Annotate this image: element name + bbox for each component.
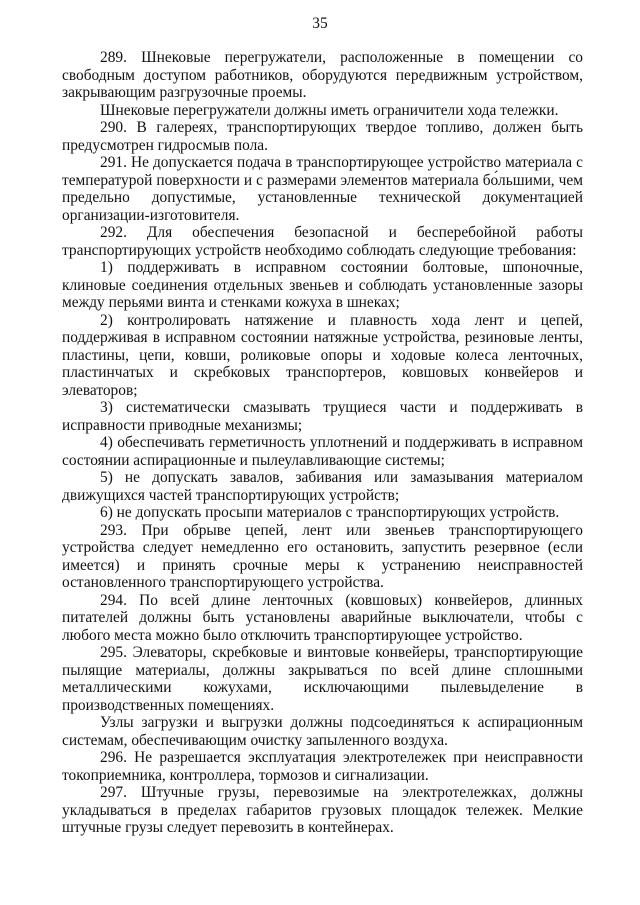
- paragraph-296: 296. Не разрешается эксплуатация электротележек при неисправности токоприемника, контроллера, тормозов и сигнализации.: [62, 749, 583, 784]
- paragraph-295: 295. Элеваторы, скребковые и винтовые конвейеры, транспортирующие пылящие материалы, должны закрываться по всей длине сплошными металлическими кожухами, исключающими пылевыделение в производственных помещениях.: [62, 644, 583, 714]
- page-number: 35: [312, 15, 328, 32]
- list-item-1: 1) поддерживать в исправном состоянии болтовые, шпоночные, клиновые соединения отдельных звеньев и соблюдать установленные зазоры между перьями винта и стенками кожуха в шнеках;: [62, 259, 583, 311]
- paragraph-290: 290. В галереях, транспортирующих твердое топливо, должен быть предусмотрен гидросмыв пола.: [62, 119, 583, 154]
- paragraph-293: 293. При обрыве цепей, лент или звеньев транспортирующего устройства следует немедленно его остановить, запустить резервное (если имеется) и принять срочные меры к устранению неисправностей остановленного транспортирующего устройства.: [62, 521, 583, 591]
- paragraph-289-note: Шнековые перегружатели должны иметь ограничители хода тележки.: [100, 101, 559, 119]
- paragraph-291: 291. Не допускается подача в транспортирующее устройство материала с температурой поверхности и с размерами элементов материала бо́льшими, чем предельно допустимые, установленные технической документацией организации-изготовителя.: [62, 154, 583, 224]
- list-item-5: 5) не допускать завалов, забивания или замазывания материалом движущихся частей транспортирующих устройств;: [62, 469, 583, 504]
- list-item-2: 2) контролировать натяжение и плавность хода лент и цепей, поддерживая в исправном состоянии натяжные устройства, резиновые ленты, пластины, цепи, ковши, роликовые опоры и ходовые колеса ленточных, пластинчатых и скребковых транспортеров, ковшовых конвейеров и элеваторов;: [62, 311, 583, 399]
- list-item-6: 6) не допускать просыпи материалов с транспортирующих устройств.: [100, 504, 560, 521]
- list-item-4: 4) обеспечивать герметичность уплотнений и поддерживать в исправном состоянии аспирационные и пылеулавливающие системы;: [62, 434, 583, 469]
- paragraph-294: 294. По всей длине ленточных (ковшовых) конвейеров, длинных питателей должны быть установлены аварийные выключатели, чтобы с любого места можно было отключить транспортирующее устройство.: [62, 591, 583, 644]
- list-item-3: 3) систематически смазывать трущиеся части и поддерживать в исправности приводные механизмы;: [62, 399, 583, 434]
- document-body: [62, 49, 583, 837]
- paragraph-297: 297. Штучные грузы, перевозимые на электротележках, должны укладываться в пределах габаритов грузовых площадок тележек. Мелкие штучные грузы следует перевозить в контейнерах.: [62, 784, 583, 836]
- paragraph-295-note: Узлы загрузки и выгрузки должны подсоединяться к аспирационным системам, обеспечивающим очистку запыленного воздуха.: [62, 714, 583, 749]
- paragraph-289: 289. Шнековые перегружатели, расположенные в помещении со свободным доступом работников, оборудуются передвижным устройством, закрывающим разгрузочные проемы.: [62, 49, 583, 101]
- paragraph-292: 292. Для обеспечения безопасной и бесперебойной работы транспортирующих устройств необходимо соблюдать следующие требования:: [62, 224, 583, 259]
